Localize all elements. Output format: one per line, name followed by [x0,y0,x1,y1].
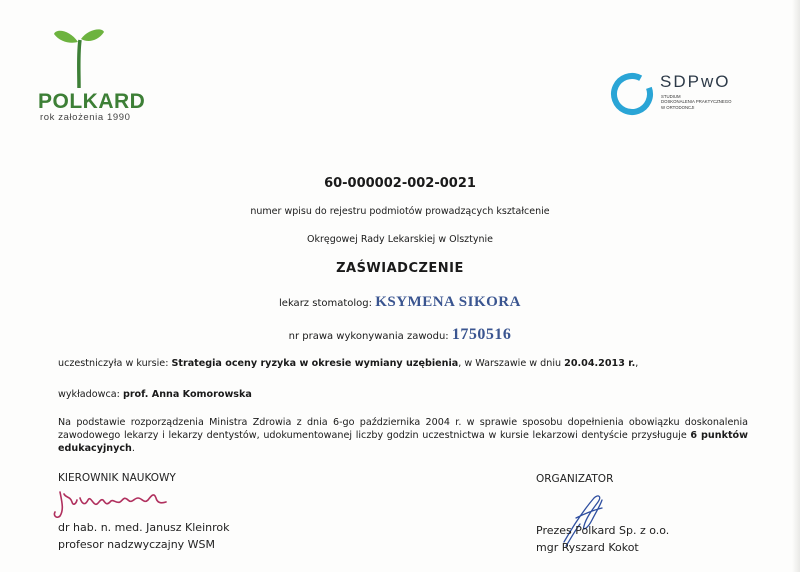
pwz-number: 1750516 [451,326,512,343]
ring-icon [610,70,656,118]
registry-line-2: Okręgowej Rady Lekarskiej w Olsztynie [306,234,494,245]
polkard-logo [36,26,146,126]
course-date: 20.04.2013 r. [564,358,636,369]
polkard-wordmark: POLKARD [38,90,146,113]
lecturer-line [58,388,748,401]
course-name: Strategia oceny ryzyka w okresie wymiany uzębienia [171,358,459,369]
organizer-label: ORGANIZATOR [536,473,614,485]
course-suffix: , [635,358,639,369]
education-points: 6 punktów edukacyjnych [58,430,748,454]
lecturer-name: prof. Anna Komorowska [122,389,252,400]
paper-edge [792,0,800,572]
sdpwo-logo [610,70,750,122]
lecturer-label: wykładowca: [58,389,120,400]
course-place: , w Warszawie w dniu [458,358,562,369]
pwz-line [0,326,800,344]
registry-line-1: numer wpisu do rejestru podmiotów prowadzących kształcenie [250,206,550,217]
sprout-icon [36,26,136,90]
doctor-name: KSYMENA SIKORA [375,294,521,310]
legal-basis-paragraph [58,416,748,455]
certificate-title: ZAŚWIADCZENIE [336,261,464,276]
organizer-name: mgr Ryszard Kokot [536,541,639,554]
legal-basis-text: Na podstawie rozporządzenia Ministra Zdrowia z dnia 6-go października 2004 r. w sprawie sposobu dopełnienia obowiązku doskonalenia zawodowego lekarzy i lekarzy dentystów, udokumentowanej liczby godzin uczestnictwa w kursie lekarzowi dentyście przysługuje [58,417,748,441]
sdpwo-wordmark: SDPwO [660,72,731,91]
scientific-director-label: KIEROWNIK NAUKOWY [58,472,176,484]
director-name: dr hab. n. med. Janusz Kleinrok [58,521,230,534]
points-suffix: . [131,443,135,454]
organizer-role: Prezes Polkard Sp. z o.o. [536,524,670,537]
doctor-label: lekarz stomatolog: [279,298,372,309]
doctor-line [0,294,800,311]
polkard-tagline: rok założenia 1990 [40,112,131,123]
course-prefix: uczestniczyła w kursie: [58,358,169,369]
sdpwo-subtitle: STUDIUM DOSKONALENIA PRAKTYCZNEGO W ORTODONCJI [661,94,732,110]
registry-number: 60-000002-002-0021 [324,176,476,191]
pwz-label: nr prawa wykonywania zawodu: [288,331,449,342]
director-signature-icon [50,484,180,522]
course-line [58,357,748,370]
director-title: profesor nadzwyczajny WSM [58,538,216,551]
